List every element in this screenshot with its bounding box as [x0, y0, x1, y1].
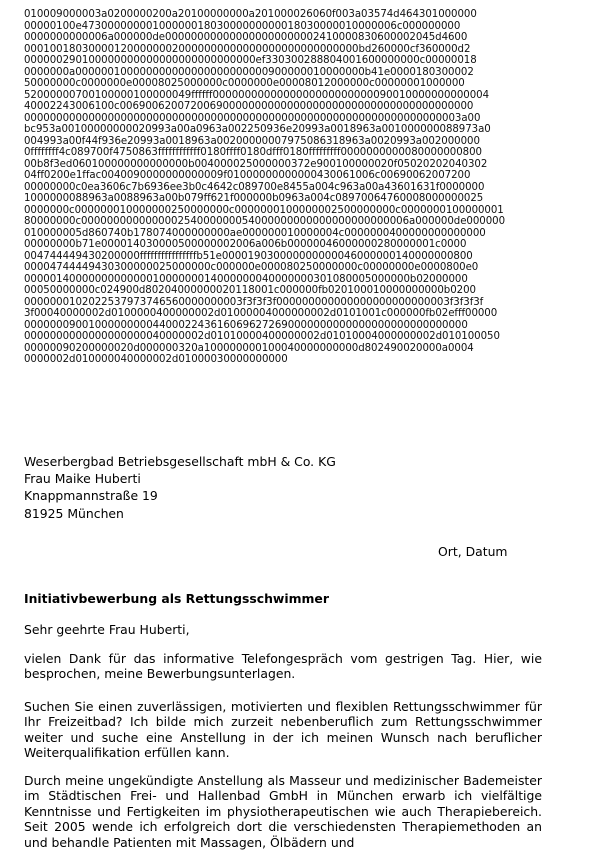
recipient-address [24, 453, 336, 522]
hex-line: 00050000000c024900d80204000000020118001c000000fb020100010000000000b0200 [24, 285, 476, 296]
hex-line: 000000090010000000004400022436160696272690000000000000000000000000000 [24, 319, 468, 331]
hex-line: 00000100e4730000000010000001803000000000018030000010000006c000000000 [24, 20, 461, 32]
paragraph-thanks: vielen Dank für das informative Telefongespräch vom gestrigen Tag. Hier, wie besprochen, meine Bewerbungsunterlagen. [24, 651, 542, 682]
embedded-hex-data [24, 9, 584, 366]
hex-line: 004993a00f44f936e20993a0018963a00200000007975086318963a0020993a002000000 [24, 135, 480, 147]
hex-line: 010000005d860740b178074000000000ae000000010000004c0000000400000000000000 [24, 227, 486, 239]
hex-line: 0000000000006a000000de000000000000000000000002410000830600002045d4600 [24, 32, 468, 43]
letter-subject: Initiativbewerbung als Rettungsschwimmer [24, 591, 329, 606]
paragraph-experience: Durch meine ungekündigte Anstellung als Masseur und medizinischer Bademeister im Städtischen Frei- und Hallenbad GmbH in München erwarb ich vielfältige Kenntnisse und Fertigkeiten im physiotherapeutischen wie auch Therapiebereich. Seit 2005 wende ich erfolgreich dort die verschiedensten Therapiemethoden an und behandle Patienten mit Massagen, Ölbädern und [24, 773, 542, 850]
hex-line: 00000090200000020d000000320a100000000100040000000000d802490020000a0004 [24, 342, 474, 354]
hex-line: 00000000b71e000014030000500000002006a006b00000046000000280000001c0000 [24, 239, 467, 250]
paragraph-motivation: Suchen Sie einen zuverlässigen, motivierten und flexiblen Rettungsschwimmer für Ihr Freizeitbad? Ich bilde mich zurzeit nebenberuflich zum Rettungsschwimmer weiter und suche eine Anstellung in der ich meinen Wunsch nach beruflicher Weiterqualifikation erfüllen kann. [24, 699, 542, 761]
hex-line: 1000000088963a0088963a00b079ff621f000000b0963a004c08970064760008000000025 [24, 193, 484, 204]
hex-line: 004744449430200000ffffffffffffffffb51e000019030000000000046000000140000000800 [24, 250, 473, 262]
recipient-contact: Frau Maike Huberti [24, 471, 141, 487]
hex-line: 52000000700100000100000049ffffff0000000000000000000000000090010000000000004 [24, 89, 490, 101]
recipient-company: Weserbergbad Betriebsgesellschaft mbH & Co. KG [24, 454, 336, 469]
hex-line: 04ff0200e1ffac0040090000000000009f01000000000000430061006c00690062007200 [24, 170, 471, 181]
hex-line: 000001400000000000001000000014000000040000000301080005000000b02000000 [24, 273, 468, 285]
hex-line: 0000000a000000100000000000000000000000900000010000000b41e0000180300002 [24, 66, 474, 78]
hex-line: 0ffffffff4c089700f4750863ffffffffffff0180ffff0180dfff0180fffffffff0000000000080000000800 [24, 147, 482, 158]
hex-line: 50000000c0000000e00008025000000c0000000e00008012000000c00000001000000 [24, 78, 465, 89]
place-date: Ort, Datum [438, 544, 508, 559]
salutation: Sehr geehrte Frau Huberti, [24, 622, 190, 637]
hex-line: 0000000c000000010000000250000000c0000000100000002500000000c0000000100000001 [24, 204, 504, 216]
recipient-street: Knappmannstraße 19 [24, 488, 158, 504]
hex-line: 00004744449430300000025000000c000000e000080250000000c00000000e0000800e0 [24, 262, 479, 273]
hex-line: bc953a00100000000020993a00a0963a002250936e20993a0018963a001000000088973a0 [24, 124, 491, 135]
hex-line: 0000000102022537973746560000000003f3f3f3f000000000000000000000000003f3f3f3f [24, 296, 484, 308]
hex-line: 3f00040000002d0100000400000002d01000004000000002d0101001c000000fb02efff00000 [24, 308, 498, 319]
hex-line: 80000000c000000000000000254000000054000000000000000000000006a000000de000000 [24, 216, 506, 227]
hex-line: 0000000000000000000040000002d01010000400000002d01010004000000002d010100050 [24, 331, 500, 342]
hex-line: 0000002d010000040000002d01000030000000000 [24, 354, 288, 365]
hex-line: 010009000003a0200000200a20100000000a201000026060f003a03574d464301000000 [24, 9, 477, 20]
hex-line: 00000000c0ea3606c7b6936ee3b0c4642c089700e8455a004c963a00a43601631f0000000 [24, 181, 485, 193]
hex-line: 00000000000000000000000000000000000000000000000000000000000000000003a00 [24, 112, 481, 124]
hex-line: 00b8f3ed060100000000000000b004000025000000372e900100000020f05020202040302 [24, 158, 488, 170]
hex-line: 40002243006100c0069006200720069000000000000000000000000000000000000000 [24, 101, 474, 112]
hex-line: 0001001803000012000000020000000000000000000000000000bd260000cf360000d2 [24, 43, 471, 55]
hex-line: 000000290100000000000000000000000000ef330300288804001600000000c00000018 [24, 55, 477, 66]
recipient-city: 81925 München [24, 505, 124, 521]
